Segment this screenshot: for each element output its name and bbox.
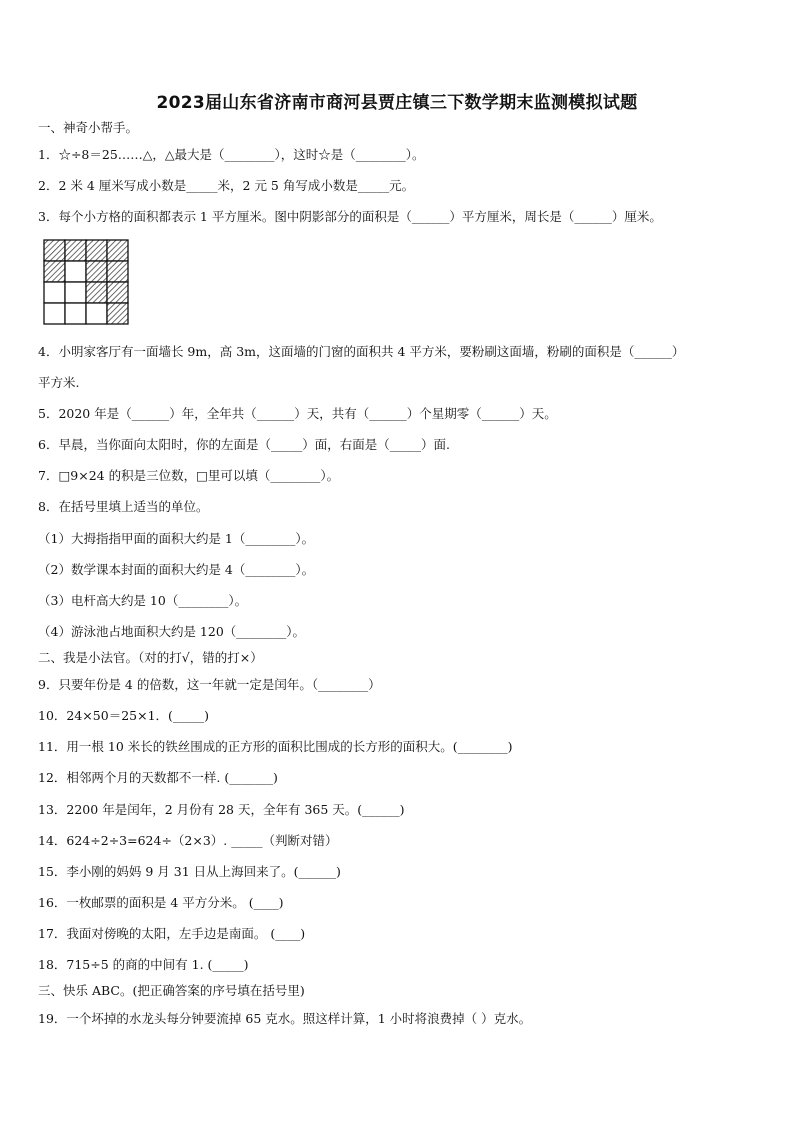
question-9: 9．只要年份是 4 的倍数，这一年就一定是闰年。（________） [38,677,381,692]
blank-cell [65,303,86,324]
shaded-cell [107,240,128,261]
shaded-cell [107,282,128,303]
question-8-1: （1）大拇指指甲面的面积大约是 1（________）。 [38,531,315,546]
section-1-heading: 一、神奇小帮手。 [38,120,139,135]
question-5: 5．2020 年是（______）年，全年共（______）天，共有（______）个星期零（______）天。 [38,406,557,421]
blank-cell [44,282,65,303]
blank-cell [65,282,86,303]
blank-cell [65,261,86,282]
section-2-heading: 二、我是小法官。（对的打√，错的打×） [38,650,263,665]
question-7: 7．□9×24 的积是三位数，□里可以填（________）。 [38,468,340,483]
question-4: 4．小明家客厅有一面墙长 9m，高 3m，这面墙的门窗的面积共 4 平方米，要粉刷这面墙，粉刷的面积是（______） [38,344,685,359]
question-2: 2．2 米 4 厘米写成小数是_____米，2 元 5 角写成小数是_____元。 [38,178,415,193]
question-12: 12．相邻两个月的天数都不一样. (_______) [38,770,278,785]
question-8-3: （3）电杆高大约是 10（________）。 [38,593,248,608]
question-8-2: （2）数学课本封面的面积大约是 4（________）。 [38,562,315,577]
question-1: 1．☆÷8＝25……△，△最大是（________），这时☆是（________）。 [38,147,425,162]
question-6: 6．早晨，当你面向太阳时，你的左面是（_____）面，右面是（_____）面. [38,437,450,452]
question-14: 14．624÷2÷3=624÷（2×3）. _____（判断对错） [38,833,338,848]
shaded-cell [86,240,107,261]
question-16: 16．一枚邮票的面积是 4 平方分米。 (____) [38,895,284,910]
question-11: 11．用一根 10 米长的铁丝围成的正方形的面积比围成的长方形的面积大。(________) [38,739,513,754]
question-18: 18．715÷5 的商的中间有 1. (_____) [38,957,249,972]
shaded-cell [86,282,107,303]
question-8: 8．在括号里填上适当的单位。 [38,499,209,514]
shaded-cell [44,261,65,282]
page-title: 2023届山东省济南市商河县贾庄镇三下数学期末监测模拟试题 [156,93,638,113]
shaded-cell [44,240,65,261]
section-3-heading: 三、快乐 ABC。(把正确答案的序号填在括号里) [38,983,305,998]
question-10: 10．24×50＝25×1．(_____) [38,708,210,723]
shaded-grid-figure [43,239,133,329]
question-4-continued: 平方米. [38,375,80,390]
question-3: 3．每个小方格的面积都表示 1 平方厘米。图中阴影部分的面积是（______）平方厘米，周长是（______）厘米。 [38,209,662,224]
question-13: 13．2200 年是闰年，2 月份有 28 天，全年有 365 天。(______) [38,802,405,817]
question-15: 15．李小刚的妈妈 9 月 31 日从上海回来了。(______) [38,864,341,879]
question-17: 17．我面对傍晚的太阳，左手边是南面。 (____) [38,926,306,941]
blank-cell [44,303,65,324]
shaded-cell [86,261,107,282]
question-19: 19．一个坏掉的水龙头每分钟要流掉 65 克水。照这样计算，1 小时将浪费掉（ ）克水。 [38,1011,532,1026]
shaded-cell [107,261,128,282]
shaded-cell [65,240,86,261]
shaded-cell [107,303,128,324]
question-8-4: （4）游泳池占地面积大约是 120（________）。 [38,624,306,639]
blank-cell [86,303,107,324]
